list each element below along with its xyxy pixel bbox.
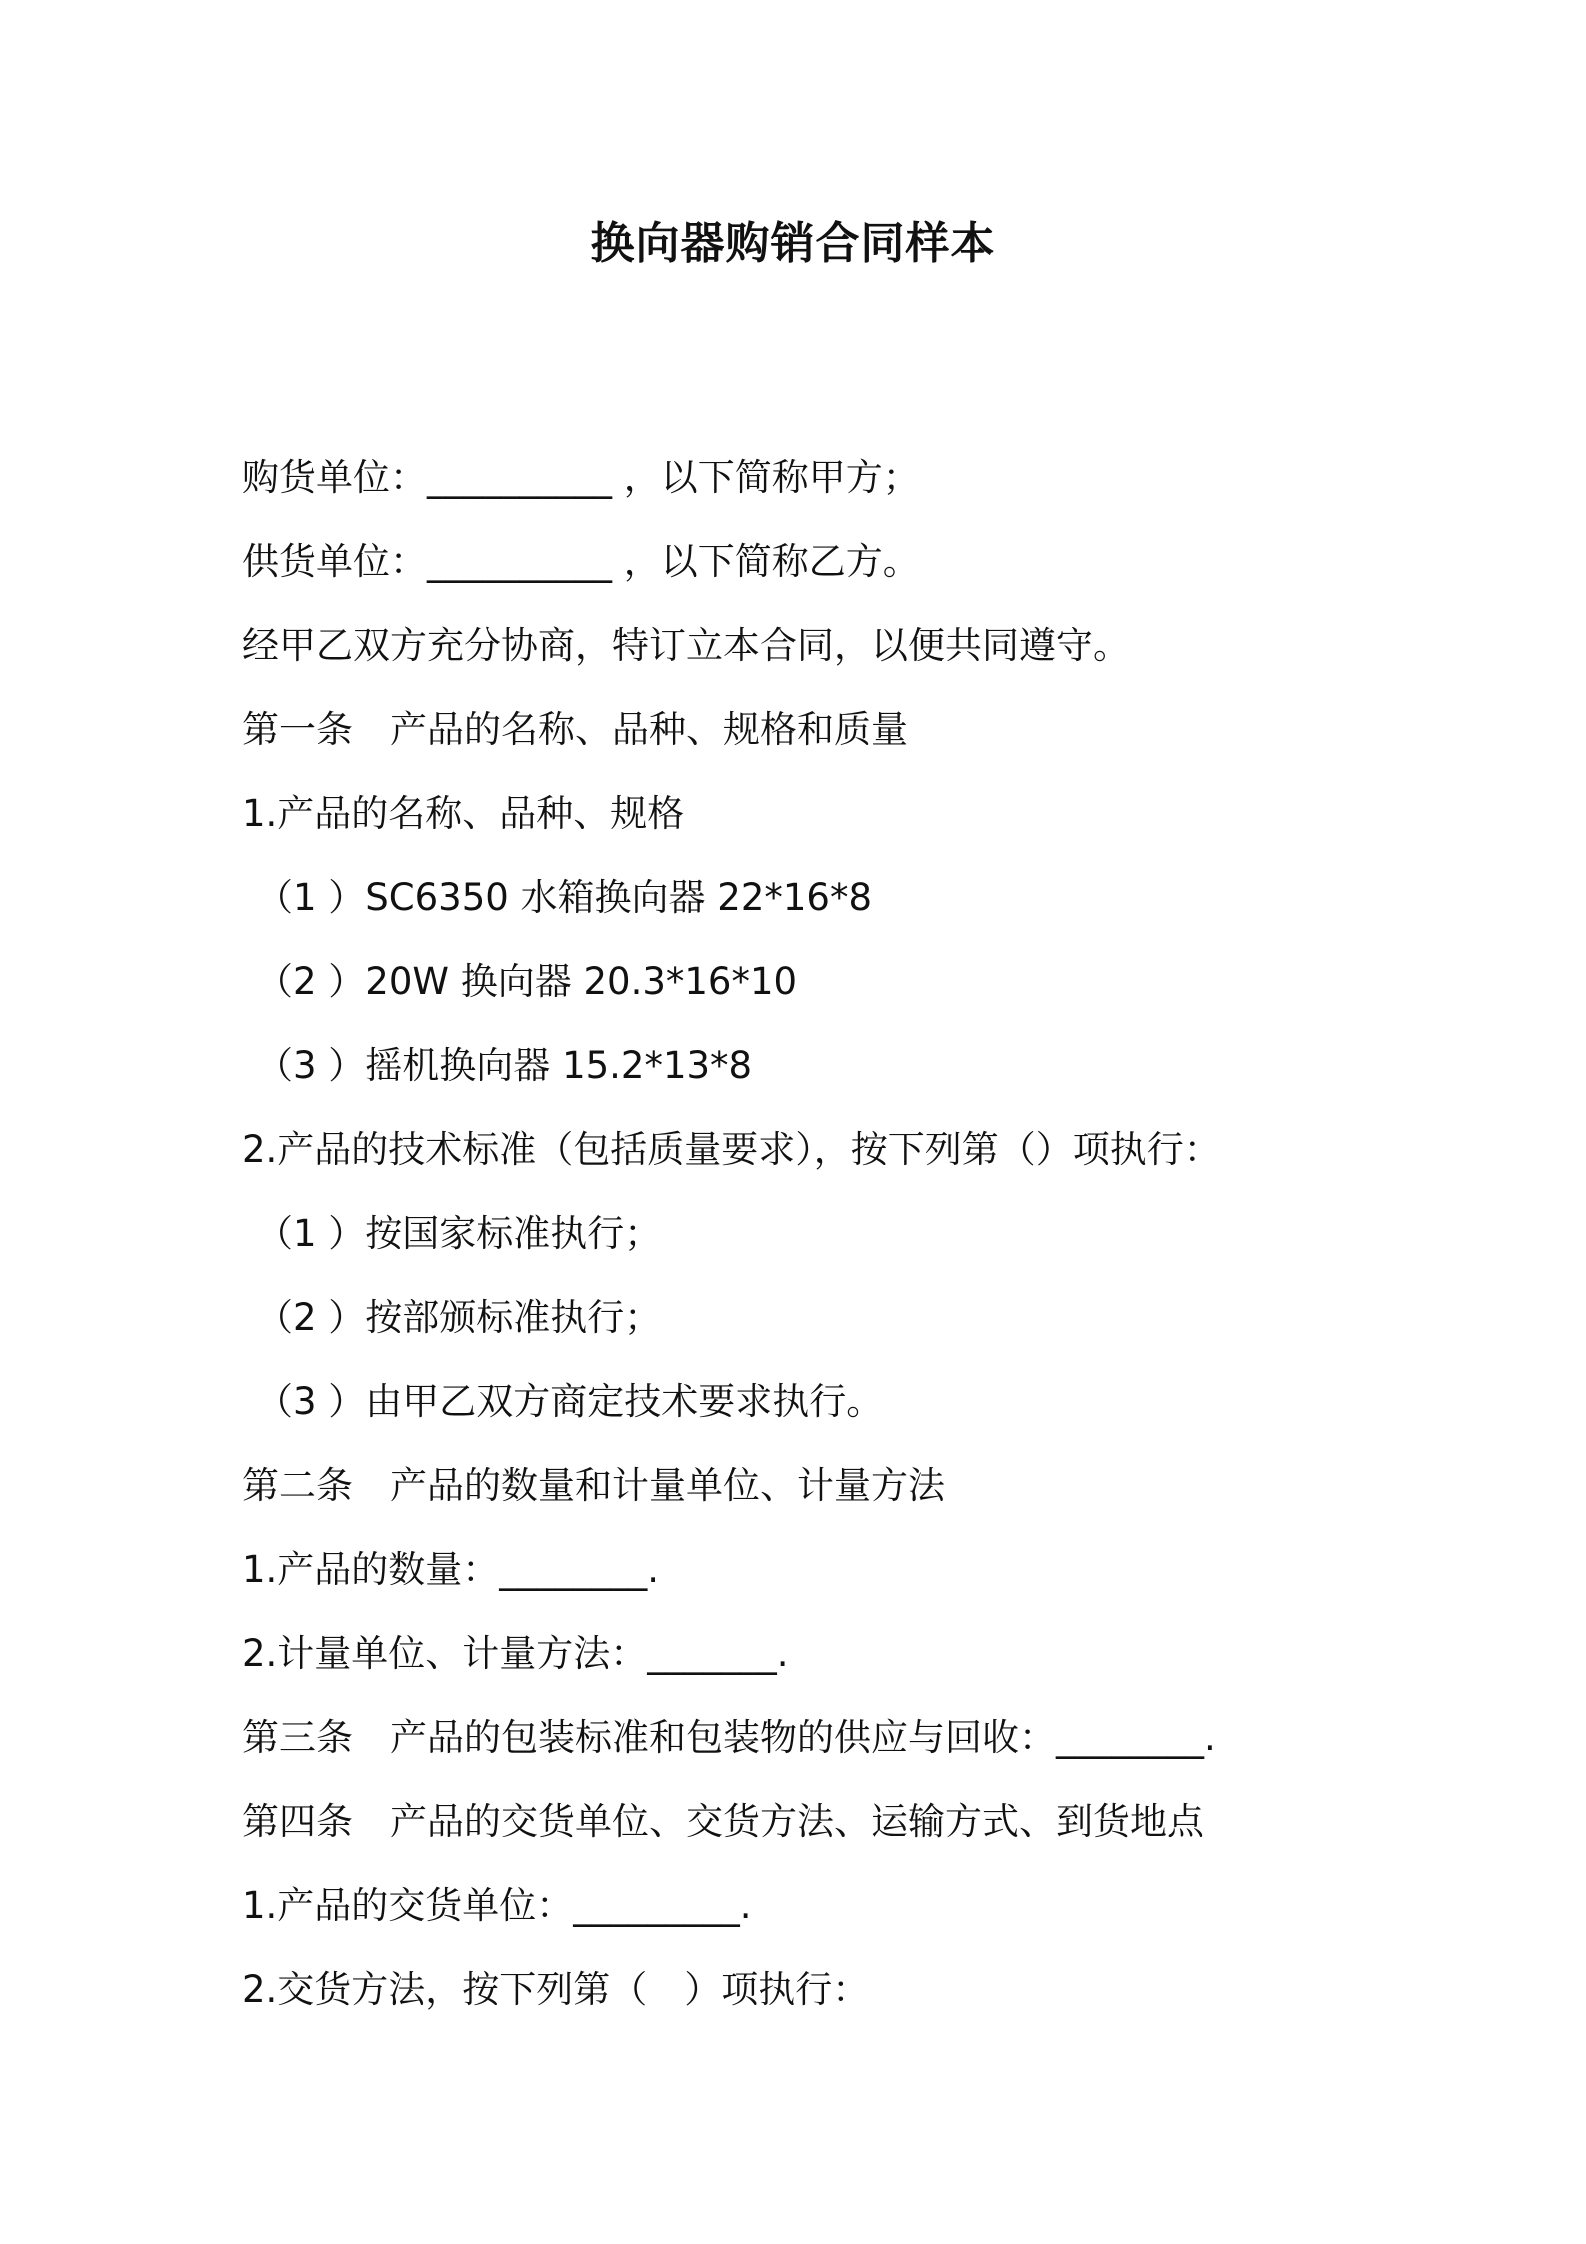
article-2-item-2: 2.计量单位、计量方法：_______. <box>242 1632 789 1675</box>
article-4-item-1: 1.产品的交货单位：_________. <box>242 1884 752 1927</box>
product-spec-1: （1 ）SC6350 水箱换向器 22*16*8 <box>256 876 873 919</box>
agreement-intro: 经甲乙双方充分协商，特订立本合同，以便共同遵守。 <box>242 624 1130 667</box>
standard-option-1: （1 ）按国家标准执行； <box>256 1212 662 1255</box>
standard-option-2: （2 ）按部颁标准执行； <box>256 1296 662 1339</box>
standard-option-3: （3 ）由甲乙双方商定技术要求执行。 <box>256 1380 884 1423</box>
article-1-heading: 第一条 产品的名称、品种、规格和质量 <box>242 708 908 751</box>
article-4-item-2: 2.交货方法，按下列第（ ）项执行： <box>242 1968 870 2011</box>
article-1-item-2: 2.产品的技术标准（包括质量要求），按下列第（）项执行： <box>242 1128 1221 1171</box>
article-4-heading: 第四条 产品的交货单位、交货方法、运输方式、到货地点 <box>242 1800 1204 1843</box>
product-spec-3: （3 ）摇机换向器 15.2*13*8 <box>256 1044 753 1087</box>
document-title: 换向器购销合同样本 <box>590 218 996 269</box>
product-spec-2: （2 ）20W 换向器 20.3*16*10 <box>256 960 798 1003</box>
article-3-heading: 第三条 产品的包装标准和包装物的供应与回收：________. <box>242 1716 1216 1759</box>
supplier-line: 供货单位：__________ ，以下简称乙方。 <box>242 540 920 583</box>
buyer-line: 购货单位：__________ ，以下简称甲方； <box>242 456 920 499</box>
article-2-heading: 第二条 产品的数量和计量单位、计量方法 <box>242 1464 945 1507</box>
article-1-item-1: 1.产品的名称、品种、规格 <box>242 792 685 835</box>
article-2-item-1: 1.产品的数量：________. <box>242 1548 660 1591</box>
document-body <box>242 448 1392 2044</box>
